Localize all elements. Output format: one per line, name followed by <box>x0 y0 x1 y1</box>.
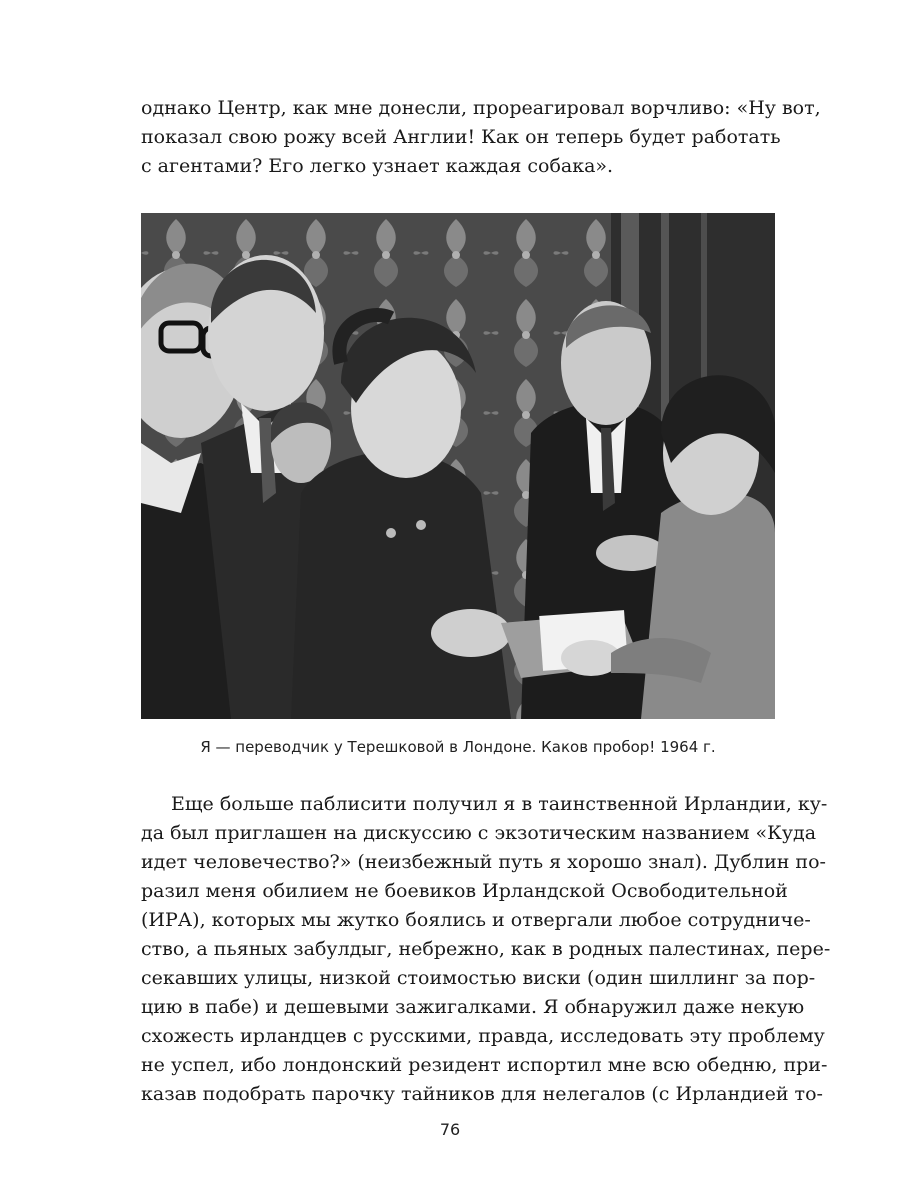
text-line: да был приглашен на дискуссию с экзотическим названием «Куда <box>141 822 817 844</box>
text-line: разил меня обилием не боевиков Ирландской Освободительной <box>141 880 788 902</box>
page-number: 76 <box>439 1120 461 1139</box>
text-line: ство, а пьяных забулдыг, небрежно, как в родных палестинах, пере- <box>141 938 831 960</box>
photograph <box>141 213 775 719</box>
text-line: показал свою рожу всей Англии! Как он теперь будет работать <box>141 126 781 148</box>
text-line: (ИРА), которых мы жутко боялись и отвергали любое сотрудниче- <box>141 909 811 931</box>
text-line: не успел, ибо лондонский резидент испортил мне всю обедню, при- <box>141 1054 828 1076</box>
bottom-paragraph <box>141 790 831 1109</box>
photo-caption: Я — переводчик у Терешковой в Лондоне. Каков пробор! 1964 г. <box>200 738 716 756</box>
text-line: однако Центр, как мне донесли, прореагировал ворчливо: «Ну вот, <box>141 97 821 119</box>
text-line: схожесть ирландцев с русскими, правда, исследовать эту проблему <box>141 1025 825 1047</box>
text-line: Еще больше паблисити получил я в таинственной Ирландии, ку- <box>171 793 828 815</box>
text-line: секавших улицы, низкой стоимостью виски (один шиллинг за пор- <box>141 967 816 989</box>
text-line: с агентами? Его легко узнает каждая собака». <box>141 155 614 177</box>
top-paragraph <box>141 94 821 181</box>
text-line: цию в пабе) и дешевыми зажигалками. Я обнаружил даже некую <box>141 996 805 1018</box>
text-line: казав подобрать парочку тайников для нелегалов (с Ирландией то- <box>141 1083 823 1105</box>
photo-illustration <box>141 213 775 719</box>
text-line: идет человечество?» (неизбежный путь я хорошо знал). Дублин по- <box>141 851 826 873</box>
